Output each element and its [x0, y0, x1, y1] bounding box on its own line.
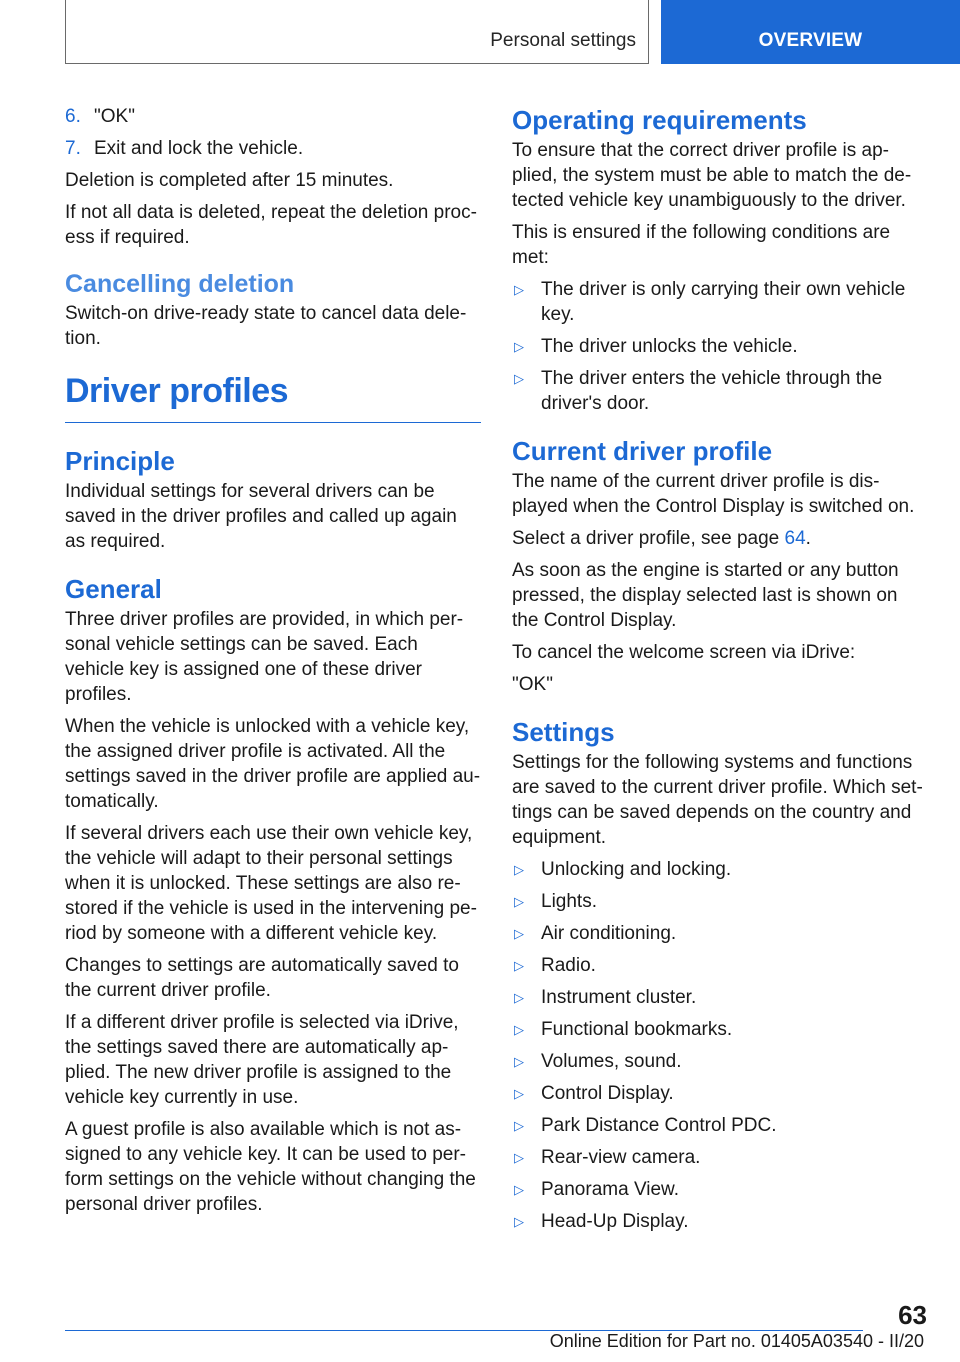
list-item: [512, 334, 924, 359]
bullet-triangle-icon: ▷: [514, 1150, 524, 1165]
page-link[interactable]: 64: [784, 528, 806, 549]
list-item-text: Park Distance Control PDC.: [541, 1115, 777, 1136]
paragraph: To cancel the welcome screen via iDrive:: [512, 642, 856, 663]
list-item: [512, 921, 924, 946]
list-item: [512, 1209, 924, 1234]
header-section-title: Personal settings: [490, 30, 636, 51]
paragraph: When the vehicle is unlocked with a vehicle key, the assigned driver profile is activated. All the settings saved in the driver profile are applied au-tomatically.: [65, 716, 481, 812]
list-item-text: Rear-view camera.: [541, 1147, 701, 1168]
bullet-triangle-icon: ▷: [514, 1182, 524, 1197]
list-item-text: Unlocking and locking.: [541, 859, 732, 880]
header-section-box: [65, 0, 649, 64]
list-item: [512, 366, 924, 416]
list-item: [512, 1113, 924, 1138]
list-item: [512, 857, 924, 882]
bullet-triangle-icon: ▷: [514, 1054, 524, 1069]
paragraph: Deletion is completed after 15 minutes.: [65, 170, 394, 191]
bullet-triangle-icon: ▷: [514, 1022, 524, 1037]
list-item: [512, 1145, 924, 1170]
list-item: [512, 1177, 924, 1202]
paragraph: Changes to settings are automatically saved to the current driver profile.: [65, 955, 459, 1001]
section-heading-operating-requirements: Operating requirements: [512, 105, 807, 135]
list-item: [512, 953, 924, 978]
paragraph-page-reference: [512, 526, 924, 551]
paragraph: A guest profile is also available which is not as-signed to any vehicle key. It can be used to per-form settings on the vehicle without changing the personal driver profiles.: [65, 1119, 476, 1215]
list-item-text: Lights.: [541, 891, 597, 912]
list-item-text: Volumes, sound.: [541, 1051, 682, 1072]
list-item-text: The driver is only carrying their own vehicle key.: [541, 279, 906, 325]
list-item-text: The driver enters the vehicle through the driver's door.: [541, 368, 883, 414]
settings-list: [512, 857, 924, 1234]
section-heading-general: General: [65, 574, 162, 604]
chapter-heading-driver-profiles: Driver profiles: [65, 371, 481, 423]
reference-text: Select a driver profile, see page: [512, 528, 785, 549]
paragraph: Settings for the following systems and functions are saved to the current driver profile. Which set-tings can be saved depends on the country and equipment.: [512, 752, 923, 848]
bullet-triangle-icon: ▷: [514, 1086, 524, 1101]
list-item: [512, 1081, 924, 1106]
list-item-text: Head-Up Display.: [541, 1211, 689, 1232]
step-list: [65, 104, 481, 161]
list-item-text: Radio.: [541, 955, 596, 976]
reference-suffix: .: [805, 528, 811, 549]
paragraph: If several drivers each use their own vehicle key, the vehicle will adapt to their personal settings when it is unlocked. These settings are also re-stored if the vehicle is used in the intervening pe-riod by someone with a different vehicle key.: [65, 823, 477, 944]
bullet-triangle-icon: ▷: [514, 990, 524, 1005]
bullet-triangle-icon: ▷: [514, 1118, 524, 1133]
bullet-triangle-icon: ▷: [514, 926, 524, 941]
right-column: [512, 104, 924, 1241]
list-item-text: Functional bookmarks.: [541, 1019, 733, 1040]
list-item-text: The driver unlocks the vehicle.: [541, 336, 798, 357]
list-item: [512, 889, 924, 914]
section-heading-principle: Principle: [65, 446, 175, 476]
paragraph: Individual settings for several drivers can be saved in the driver profiles and called up again as required.: [65, 481, 457, 552]
left-column: [65, 104, 481, 1224]
section-heading-current-driver-profile: Current driver profile: [512, 436, 773, 466]
bullet-triangle-icon: ▷: [514, 958, 524, 973]
section-heading-settings: Settings: [512, 717, 615, 747]
paragraph: The name of the current driver profile is dis-played when the Control Display is switched on.: [512, 471, 915, 517]
footer-edition: Online Edition for Part no. 01405A03540 - II/20: [549, 1331, 924, 1351]
paragraph: If a different driver profile is selected via iDrive, the settings saved there are automatically ap-plied. The new driver profile is assigned to the vehicle key currently in use.: [65, 1012, 459, 1108]
bullet-triangle-icon: ▷: [514, 339, 524, 354]
paragraph: To ensure that the correct driver profile is ap-plied, the system must be able to match the de-tected vehicle key unambiguously to the driver.: [512, 140, 912, 211]
step-item: [65, 136, 481, 161]
list-item: [512, 985, 924, 1010]
conditions-list: [512, 277, 924, 416]
header-overview-tab[interactable]: [661, 0, 960, 64]
step-text: Exit and lock the vehicle.: [94, 138, 304, 159]
subheading-cancelling-deletion: Cancelling deletion: [65, 270, 295, 298]
paragraph: "OK": [512, 674, 553, 695]
bullet-triangle-icon: ▷: [514, 282, 524, 297]
paragraph: Three driver profiles are provided, in which per-sonal vehicle settings can be saved. Each vehicle key is assigned one of these driver profiles.: [65, 609, 464, 705]
paragraph: As soon as the engine is started or any button pressed, the display selected last is shown on the Control Display.: [512, 560, 899, 631]
bullet-triangle-icon: ▷: [514, 862, 524, 877]
paragraph: If not all data is deleted, repeat the deletion proc-ess if required.: [65, 202, 477, 248]
list-item-text: Air conditioning.: [541, 923, 677, 944]
bullet-triangle-icon: ▷: [514, 1214, 524, 1229]
paragraph: This is ensured if the following conditions are met:: [512, 222, 891, 268]
step-number: 6.: [65, 106, 81, 127]
step-item: [65, 104, 481, 129]
step-text: "OK": [94, 106, 135, 127]
list-item-text: Control Display.: [541, 1083, 674, 1104]
step-number: 7.: [65, 138, 81, 159]
list-item: [512, 1017, 924, 1042]
paragraph: Switch-on drive-ready state to cancel data dele-tion.: [65, 303, 467, 349]
list-item-text: Panorama View.: [541, 1179, 680, 1200]
header-overview-label: OVERVIEW: [758, 30, 863, 51]
list-item: [512, 277, 924, 327]
list-item: [512, 1049, 924, 1074]
list-item-text: Instrument cluster.: [541, 987, 697, 1008]
bullet-triangle-icon: ▷: [514, 371, 524, 386]
bullet-triangle-icon: ▷: [514, 894, 524, 909]
page-number: 63: [898, 1300, 927, 1330]
